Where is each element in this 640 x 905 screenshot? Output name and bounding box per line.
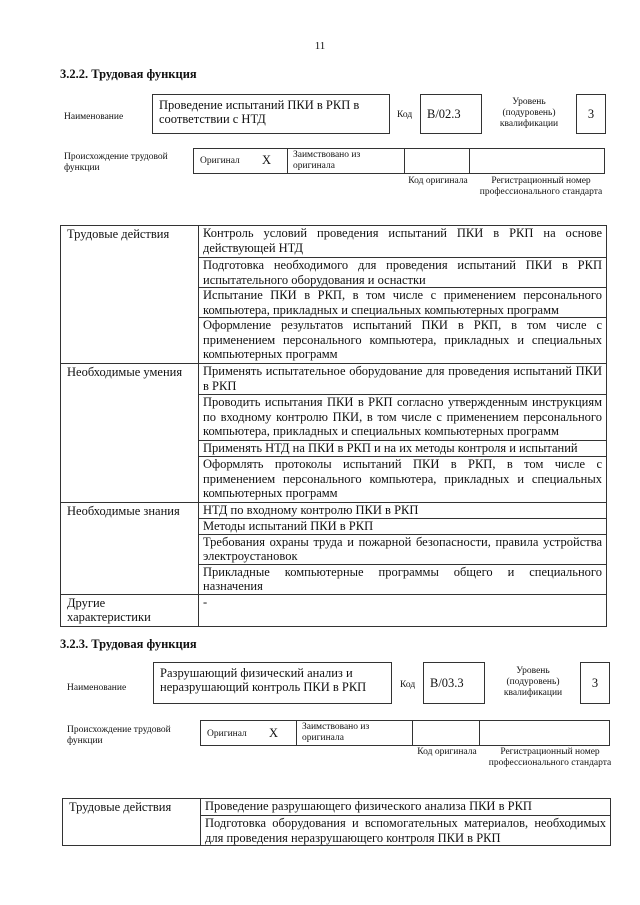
- name-box: [152, 94, 390, 134]
- level-box: [576, 94, 606, 134]
- level-box: [580, 662, 610, 704]
- table-cell: Требования охраны труда и пожарной безопасности, правила устройства электроустановок: [199, 534, 607, 564]
- borrowed-label: Заимствовано из оригинала: [293, 150, 361, 171]
- table-cell: Проведение разрушающего физического анализа ПКИ в РКП: [201, 799, 611, 816]
- table-cell: Оформлять протоколы испытаний ПКИ в РКП, в том числе с применением персонального компьютера, прикладных и специальных компьютерных программ: [199, 457, 607, 503]
- category-cell: Другие характеристики: [61, 594, 199, 626]
- origin-code-caption: Код оригинала: [408, 176, 468, 186]
- table-cell: Подготовка оборудования и вспомогательных материалов, необходимых для проведения неразрушающего контроля ПКИ в РКП: [201, 816, 611, 846]
- borrowed-label: Заимствовано из оригинала: [302, 722, 370, 743]
- table-cell: Проводить испытания ПКИ в РКП согласно утвержденным инструкциям по входному контролю ПКИ, в том числе с применением персонального компьютера, прикладных и специальных компьютерных программ: [199, 395, 607, 441]
- category-cell: Необходимые умения: [61, 364, 199, 503]
- level-value: 3: [587, 107, 595, 121]
- origin-label: Происхождение трудовой функции: [64, 152, 168, 173]
- category-cell: Трудовые действия: [61, 226, 199, 364]
- origin-code-caption: Код оригинала: [417, 747, 477, 757]
- page-number: 11: [314, 40, 326, 52]
- table-cell: Контроль условий проведения испытаний ПКИ в РКП на основе действующей НТД: [199, 226, 607, 258]
- code-box: [420, 94, 482, 134]
- category-cell: Необходимые знания: [61, 503, 199, 595]
- table-cell: Применять испытательное оборудование для проведения испытаний ПКИ в РКП: [199, 364, 607, 395]
- function-code: В/02.3: [427, 107, 461, 121]
- function-name: Проведение испытаний ПКИ в РКП в соответствии с НТД: [159, 98, 360, 126]
- function-name: Разрушающий физический анализ и неразрушающий контроль ПКИ в РКП: [160, 666, 367, 694]
- original-mark: X: [262, 153, 272, 167]
- code-label: Код: [397, 110, 413, 120]
- function-table: [62, 798, 611, 846]
- section-title: 3.2.3. Трудовая функция: [60, 637, 197, 651]
- table-cell: Методы испытаний ПКИ в РКП: [199, 519, 607, 535]
- original-label: Оригинал: [207, 729, 247, 739]
- table-cell: Применять НТД на ПКИ в РКП и на их методы контроля и испытаний: [199, 441, 607, 457]
- table-cell: НТД по входному контролю ПКИ в РКП: [199, 503, 607, 519]
- reg-number-caption: Регистрационный номер профессионального стандарта: [479, 176, 603, 197]
- table-cell: Испытание ПКИ в РКП, в том числе с применением персонального компьютера, прикладных и специальных компьютерных программ: [199, 288, 607, 318]
- reg-number-caption: Регистрационный номер профессионального стандарта: [488, 747, 612, 768]
- origin-table: [193, 148, 605, 174]
- level-value: 3: [591, 676, 599, 690]
- table-cell: -: [199, 594, 607, 626]
- original-mark: X: [269, 726, 279, 740]
- level-label: Уровень (подуровень) квалификации: [503, 666, 563, 698]
- name-label: Наименование: [67, 683, 127, 693]
- original-label: Оригинал: [200, 156, 240, 166]
- function-code: В/03.3: [430, 676, 464, 690]
- category-cell: Трудовые действия: [63, 799, 201, 846]
- table-cell: Подготовка необходимого для проведения испытаний ПКИ в РКП испытательного оборудования и оснастки: [199, 258, 607, 288]
- name-label: Наименование: [64, 112, 124, 122]
- function-table: [60, 225, 607, 627]
- name-box: [153, 662, 392, 704]
- code-label: Код: [400, 680, 416, 690]
- table-cell: Прикладные компьютерные программы общего и специального назначения: [199, 564, 607, 594]
- code-box: [423, 662, 485, 704]
- origin-table: [200, 720, 610, 746]
- section-title: 3.2.2. Трудовая функция: [60, 67, 197, 81]
- origin-label: Происхождение трудовой функции: [67, 725, 171, 746]
- table-cell: Оформление результатов испытаний ПКИ в РКП, в том числе с применением персонального компьютера, прикладных и специальных компьютерных программ: [199, 318, 607, 364]
- level-label: Уровень (подуровень) квалификации: [499, 97, 559, 129]
